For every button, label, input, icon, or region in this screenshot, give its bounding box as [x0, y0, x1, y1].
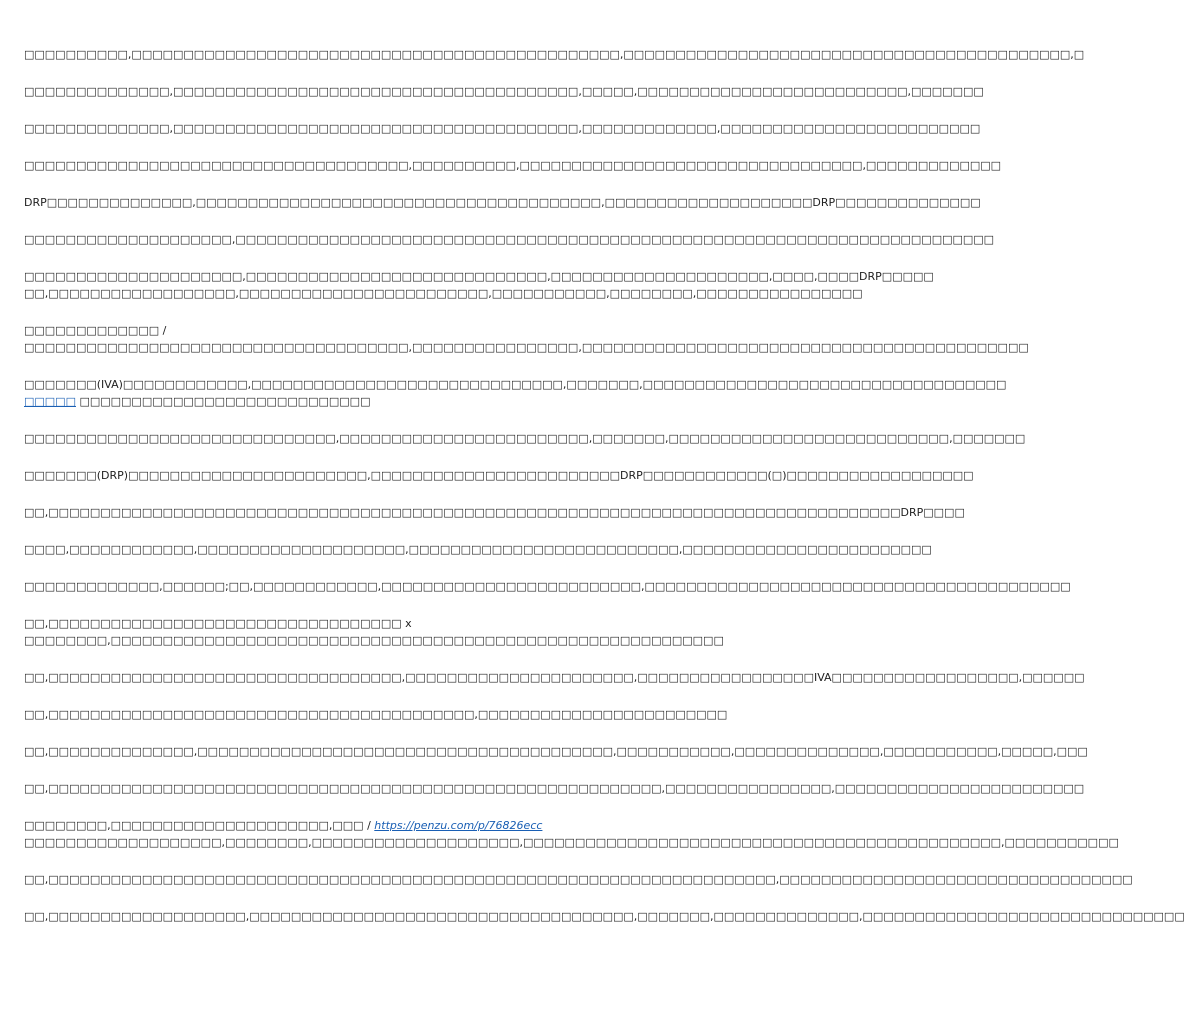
- text-line: □□□□□□□(IVA)□□□□□□□□□□□□,□□□□□□□□□□□□□□□□□□□□□□□□□□□□□□,□□□□□□□,□□□□□□□□□□□□□□□□□□□□□□□□□□□□□□□□□□□: [24, 378, 1007, 391]
- text-line: □□□□□□□□□□□□□ /: [24, 324, 167, 337]
- text-line: □□□□□□□□,□□□□□□□□□□□□□□□□□□□□□□□□□□□□□□□□□□□□□□□□□□□□□□□□□□□□□□□□□□□: [24, 634, 724, 647]
- text-line: □□,□□□□□□□□□□□□□□□□□□□□□□□□□□□□□□□□□□ x: [24, 617, 412, 630]
- paragraph-5: [24, 194, 981, 211]
- text-line-with-link: [24, 393, 720, 410]
- paragraph-11: [24, 467, 974, 484]
- text-line: □□□□□□□□□□□□□□□□□□□□□□□□□□□□□□□□□□□□□,□□□□□□□□□□□□□□□□,□□□□□□□□□□□□□□□□□□□□□□□□□□□□□□□□□□□□□□□□□□□: [24, 341, 1029, 354]
- paragraph-10: [24, 430, 1026, 447]
- text-line: □□,□□□□□□□□□□□□□□□□□□□□□□□□□□□□□□□□□□,□□□□□□□□□□□□□□□□□□□□□□,□□□□□□□□□□□□□□□□□IVA□□□□□□□□□□□□□□□□□□,□□□□□□: [24, 671, 1085, 684]
- text-line-with-url: [24, 817, 720, 834]
- text-line: DRP□□□□□□□□□□□□□□,□□□□□□□□□□□□□□□□□□□□□□□□□□□□□□□□□□□□□□□,□□□□□□□□□□□□□□□□□□□□DRP□□□□□□□□□□□□□□: [24, 196, 981, 209]
- paragraph-12: [24, 504, 965, 521]
- paragraph-13: [24, 541, 932, 558]
- text-after-link: □□□□□□□□□□□□□□□□□□□□□□□□□□□□: [75, 395, 371, 408]
- paragraph-15: [24, 615, 724, 649]
- text-line: □□□□□□□□□□□□□□□□□□□,□□□□□□□□,□□□□□□□□□□□□□□□□□□□□,□□□□□□□□□□□□□□□□□□□□□□□□□□□□□□□□□□□□□□□□□□□□□□,□□□□□□□□□□□: [24, 836, 1119, 849]
- paragraph-19: [24, 780, 1085, 797]
- url-link[interactable]: https://penzu.com/p/76826ecc: [374, 819, 543, 832]
- paragraph-21: [24, 871, 1133, 888]
- text-line: □□□□□□□□□□□□□□□□□□□□□,□□□□□□□□□□□□□□□□□□□□□□□□□□□□□,□□□□□□□□□□□□□□□□□□□□□,□□□□,□□□□DRP□□□□□: [24, 270, 934, 283]
- text-line: □□,□□□□□□□□□□□□□□□□□□□□□□□□□□□□□□□□□□□□□□□□□,□□□□□□□□□□□□□□□□□□□□□□□□: [24, 708, 728, 721]
- paragraph-4: [24, 157, 1002, 174]
- text-line: □□,□□□□□□□□□□□□□□□□□□□,□□□□□□□□□□□□□□□□□□□□□□□□□□□□□□□□□□□□□,□□□□□□□,□□□□□□□□□□□□□□,□□□□□□□□□□□□□□□□□□□□□□□□□□□□□□□: [24, 910, 1185, 923]
- text-line: □□,□□□□□□□□□□□□□□□□□□,□□□□□□□□□□□□□□□□□□□□□□□□,□□□□□□□□□□□,□□□□□□□□,□□□□□□□□□□□□□□□□: [24, 287, 863, 300]
- paragraph-16: [24, 669, 1085, 686]
- paragraph-14: [24, 578, 1071, 595]
- paragraph-7: [24, 268, 934, 302]
- text-line: □□□□□□□□□□□□□□□□□□□□,□□□□□□□□□□□□□□□□□□□□□□□□□□□□□□□□□□□□□□□□□□□□□□□□□□□□□□□□□□□□□□□□□□□□□□□□□: [24, 233, 995, 246]
- paragraph-3: [24, 120, 981, 137]
- text-line: □□,□□□□□□□□□□□□□□□□□□□□□□□□□□□□□□□□□□□□□□□□□□□□□□□□□□□□□□□□□□□□□□□□□□□□□□,□□□□□□□□□□□□□□□□□□□□□□□□□□□□□□□□□□: [24, 873, 1133, 886]
- paragraph-9: [24, 376, 1007, 410]
- paragraph-18: [24, 743, 1088, 760]
- paragraph-8: [24, 322, 1029, 356]
- text-line: □□□□□□□□□□□□□□,□□□□□□□□□□□□□□□□□□□□□□□□□□□□□□□□□□□□□□□,□□□□□□□□□□□□□,□□□□□□□□□□□□□□□□□□□□□□□□□: [24, 122, 981, 135]
- text-line: □□□□□□□□□□□□□□,□□□□□□□□□□□□□□□□□□□□□□□□□□□□□□□□□□□□□□□,□□□□□,□□□□□□□□□□□□□□□□□□□□□□□□□□,□□□□□□□: [24, 85, 984, 98]
- inline-link[interactable]: □□□□□: [24, 395, 76, 408]
- text-line: □□□□□□□□□□□□□□□□□□□□□□□□□□□□□□□□□□□□□,□□□□□□□□□□,□□□□□□□□□□□□□□□□□□□□□□□□□□□□□□□□□,□□□□□□□□□□□□□: [24, 159, 1002, 172]
- text-line: □□,□□□□□□□□□□□□□□□□□□□□□□□□□□□□□□□□□□□□□□□□□□□□□□□□□□□□□□□□□□□□□□□□□□□□□□□□□□□□□□□□□□DRP□□□□: [24, 506, 965, 519]
- text-before-url: □□□□□□□□,□□□□□□□□□□□□□□□□□□□□□,□□□ /: [24, 819, 375, 832]
- paragraph-2: [24, 83, 984, 100]
- paragraph-1: [24, 46, 1085, 63]
- text-line: □□□□□□□□□□,□□□□□□□□□□□□□□□□□□□□□□□□□□□□□□□□□□□□□□□□□□□□□□□,□□□□□□□□□□□□□□□□□□□□□□□□□□□□□□□□□□□□□□□□□□□,□: [24, 48, 1085, 61]
- text-line: □□,□□□□□□□□□□□□□□,□□□□□□□□□□□□□□□□□□□□□□□□□□□□□□□□□□□□□□□□,□□□□□□□□□□□,□□□□□□□□□□□□□□,□□□□□□□□□□□,□□□□□,□□□: [24, 745, 1088, 758]
- text-line: □□□□,□□□□□□□□□□□□,□□□□□□□□□□□□□□□□□□□□,□□□□□□□□□□□□□□□□□□□□□□□□□□,□□□□□□□□□□□□□□□□□□□□□□□□: [24, 543, 932, 556]
- paragraph-22: [24, 908, 1185, 925]
- paragraph-6: [24, 231, 995, 248]
- text-line: □□□□□□□(DRP)□□□□□□□□□□□□□□□□□□□□□□□,□□□□□□□□□□□□□□□□□□□□□□□□DRP□□□□□□□□□□□□(□)□□□□□□□□□□□□□□□□□□: [24, 469, 974, 482]
- paragraph-20: [24, 817, 1119, 851]
- text-line: □□,□□□□□□□□□□□□□□□□□□□□□□□□□□□□□□□□□□□□□□□□□□□□□□□□□□□□□□□□□□□,□□□□□□□□□□□□□□□□,□□□□□□□□□□□□□□□□□□□□□□□□: [24, 782, 1085, 795]
- text-line: □□□□□□□□□□□□□,□□□□□□;□□,□□□□□□□□□□□□,□□□□□□□□□□□□□□□□□□□□□□□□□,□□□□□□□□□□□□□□□□□□□□□□□□□□□□□□□□□□□□□□□□□: [24, 580, 1071, 593]
- paragraph-17: [24, 706, 728, 723]
- text-line: □□□□□□□□□□□□□□□□□□□□□□□□□□□□□□,□□□□□□□□□□□□□□□□□□□□□□□□,□□□□□□□,□□□□□□□□□□□□□□□□□□□□□□□□□□□,□□□□□□□: [24, 432, 1026, 445]
